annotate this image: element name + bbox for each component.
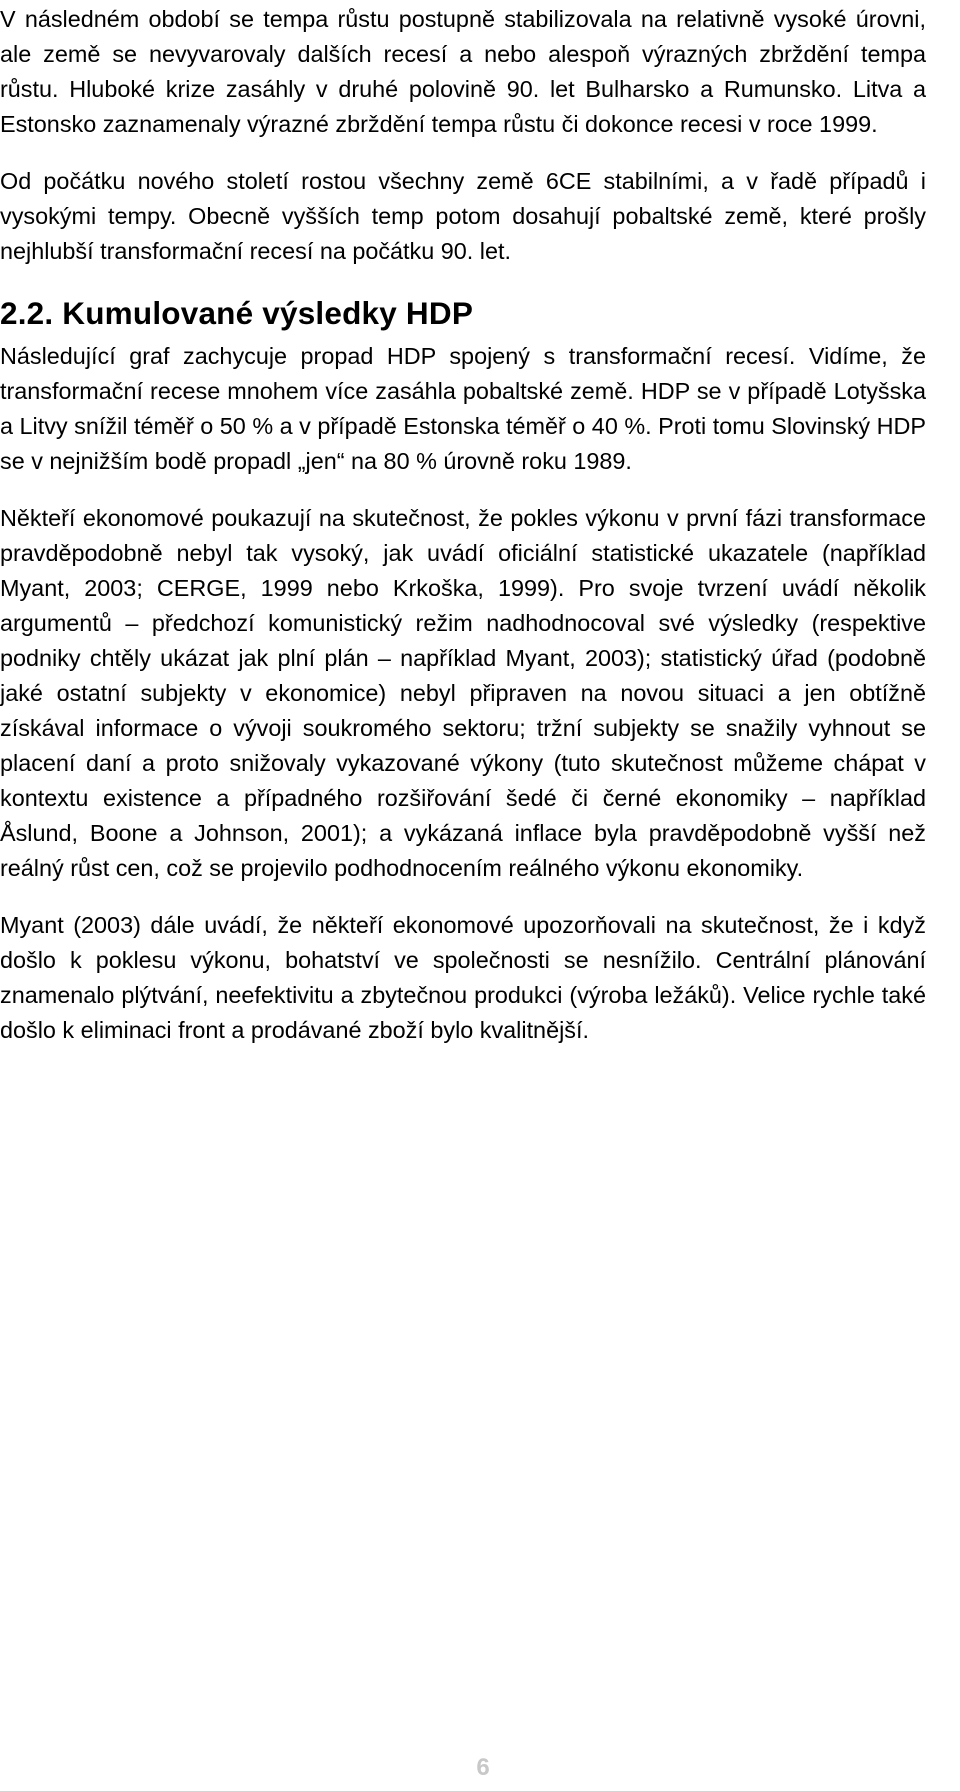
section-title: Kumulované výsledky HDP [62,295,474,331]
paragraph-gdp-drop: Následující graf zachycuje propad HDP spojený s transformační recesí. Vidíme, že transformační recese mnohem více zasáhla pobaltské země. HDP se v případě Lotyšska a Litvy snížil téměř o 50 % a v případě Estonska téměř o 40 %. Proti tomu Slovinský HDP se v nejnižším bodě propadl „jen“ na 80 % úrovně roku 1989. [0,343,926,474]
page-number [0,1754,960,1782]
paragraph-myant-wealth: Myant (2003) dále uvádí, že někteří ekonomové upozorňovali na skutečnost, že i když došlo k poklesu výkonu, bohatství ve společnosti se nesnížilo. Centrální plánování znamenalo plýtvání, neefektivitu a zbytečnou produkci (výroba ležáků). Velice rychle také došlo k eliminaci front a prodávané zboží bylo kvalitnější. [0,912,926,1043]
paragraph-recession-stabilization: V následném období se tempa růstu postupně stabilizovala na relativně vysoké úrovni, ale země se nevyvarovaly dalších recesí a nebo alespoň výrazných zbrždění tempa růstu. Hluboké krize zasáhly v druhé polovině 90. let Bulharsko a Rumunsko. Litva a Estonsko zaznamenaly výrazné zbrždění tempa růstu či dokonce recesi v roce 1999. [0,6,926,137]
document-body [0,2,926,1070]
page-number-label: 6 [476,1754,490,1781]
section-heading [0,291,926,333]
paragraph-economists-arguments: Někteří ekonomové poukazují na skutečnost, že pokles výkonu v první fázi transformace pravděpodobně nebyl tak vysoký, jak uvádí oficiální statistické ukazatele (například Myant, 2003; CERGE, 1999 nebo Krkoška, 1999). Pro svoje tvrzení uvádí několik argumentů – předchozí komunistický režim nadhodnocoval své výsledky (respektive podniky chtěly ukázat jak plní plán – například Myant, 2003); statistický úřad (podobně jaké ostatní subjekty v ekonomice) nebyl připraven na novou situaci a jen obtížně získával informace o vývoji soukromého sektoru; tržní subjekty se snažily vyhnout se placení daní a proto snižovaly vykazované výkony (tuto skutečnost můžeme chápat v kontextu existence a případného rozšiřování šedé či černé ekonomiky – například Åslund, Boone a Johnson, 2001); a vykázaná inflace byla pravděpodobně vyšší než reálný růst cen, což se projevilo podhodnocením reálného výkonu ekonomiky. [0,505,926,881]
section-number: 2.2. [0,295,54,331]
paragraph-new-century-growth: Od počátku nového století rostou všechny země 6CE stabilními, a v řadě případů i vysokými tempy. Obecně vyšších temp potom dosahují pobaltské země, které prošly nejhlubší transformační recesí na počátku 90. let. [0,168,926,264]
